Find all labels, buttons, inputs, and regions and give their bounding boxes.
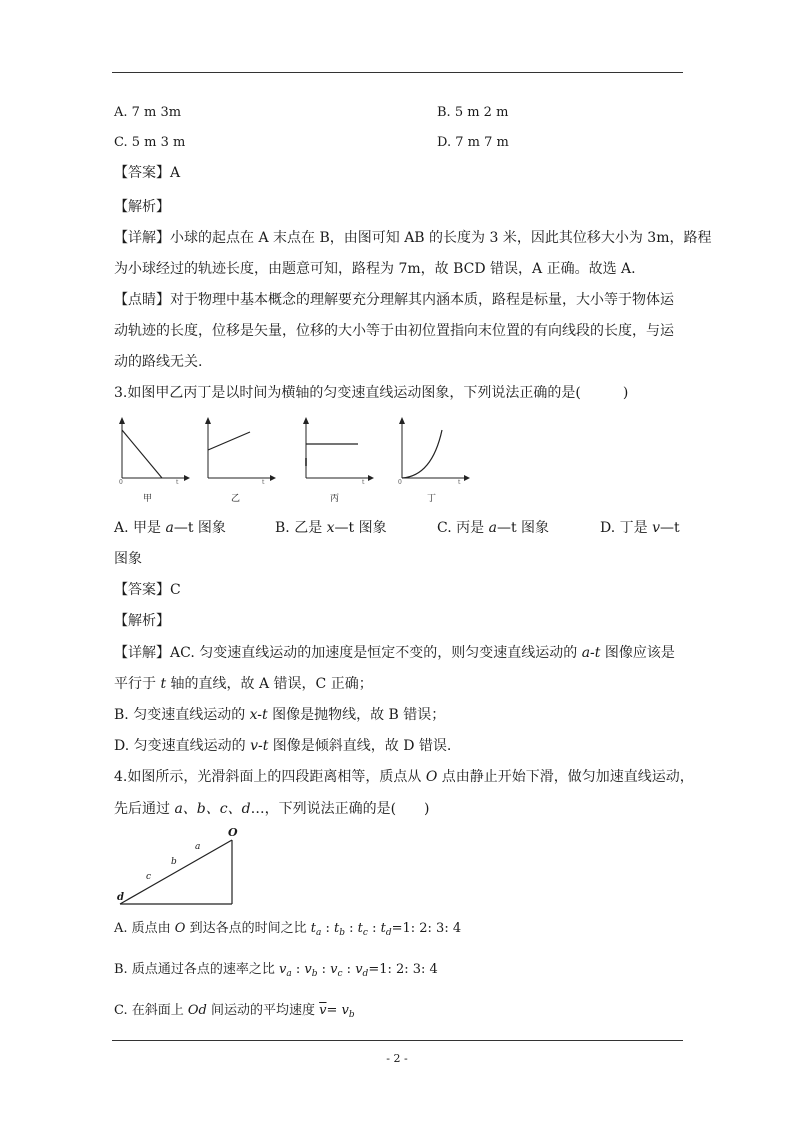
- q2-option-b: B. 5 m 2 m: [437, 105, 509, 120]
- q3-option-d: D. 丁是 v—t: [600, 520, 680, 536]
- q4-option-c: C. 在斜面上 Od 间运动的平均速度 $\overline{v}= v_b$: [114, 1003, 355, 1020]
- q2-option-a: A. 7 m 3m: [114, 105, 182, 120]
- q3-option-a: A. 甲是 a—t 图象: [114, 520, 226, 536]
- graph-yi-t: t: [262, 479, 265, 486]
- q3-detail-line-1: 【详解】AC. 匀变速直线运动的加速度是恒定不变的，则匀变速直线运动的 a-t 图像应该是: [114, 645, 675, 661]
- tip-tag: 【点睛】: [114, 292, 170, 308]
- incline-label-o: O: [228, 826, 238, 839]
- graph-bing-t: t: [362, 479, 365, 486]
- graph-jia-origin: 0: [119, 479, 123, 486]
- header-rule: [112, 72, 683, 73]
- answer-tag: 【答案】: [114, 165, 170, 181]
- q3-option-d-wrap: 图象: [114, 551, 142, 567]
- q4-option-a: A. 质点由 O 到达各点的时间之比 $t_a$ : $t_b$ : $t_c$ : $t_d=1$: 2: 3: 4: [114, 921, 462, 938]
- graph-yi-label: 乙: [231, 494, 241, 504]
- q4-stem-line-2: 先后通过 a、b、c、d…，下列说法正确的是( ): [114, 801, 430, 817]
- q2-answer: [114, 164, 180, 182]
- q3-detail-line-4: D. 匀变速直线运动的 v-t 图像是倾斜直线，故 D 错误.: [114, 738, 452, 754]
- graph-jia-t: t: [176, 479, 179, 486]
- q3-option-b: B. 乙是 x—t 图象: [275, 520, 387, 536]
- q2-tip-line-1: [114, 291, 674, 309]
- q4-option-b: B. 质点通过各点的速率之比 $v_a$ : $v_b$ : $v_c$ : $v_d=1$: 2: 3: 4: [114, 962, 438, 979]
- detail-tag: 【详解】: [114, 230, 170, 246]
- graph-ding-t: t: [458, 479, 461, 486]
- q3-detail-line-3: B. 匀变速直线运动的 x-t 图像是抛物线，故 B 错误；: [114, 707, 446, 723]
- q3-answer: 【答案】C: [114, 582, 181, 598]
- q2-detail-line-2: 为小球经过的轨迹长度，由题意可知，路程为 7m，故 BCD 错误，A 正确。故选 A.: [114, 261, 636, 277]
- incline-label-c: c: [146, 872, 152, 882]
- q2-tip-line-2: 动轨迹的长度，位移是矢量，位移的大小等于由初位置指向末位置的有向线段的长度，与运: [114, 323, 674, 339]
- page-number: - 2 -: [386, 1052, 408, 1065]
- q3-analysis-tag: 【解析】: [114, 613, 170, 629]
- detail-text: 小球的起点在 A 末点在 B，由图可知 AB 的长度为 3 米，因此其位移大小为 3m，路程: [170, 230, 712, 246]
- graph-bing-label: 丙: [330, 494, 340, 504]
- q3-option-c: C. 丙是 a—t 图象: [437, 520, 550, 536]
- incline-figure: [112, 822, 242, 908]
- q2-tip-line-3: 动的路线无关.: [114, 354, 203, 370]
- q2-option-c: C. 5 m 3 m: [114, 135, 186, 150]
- incline-label-b: b: [171, 857, 177, 867]
- graph-ding-label: 丁: [427, 494, 437, 504]
- q3-detail-line-2: 平行于 t 轴的直线，故 A 错误，C 正确；: [114, 676, 373, 692]
- answer-value: A: [170, 165, 181, 181]
- incline-label-a: a: [195, 842, 201, 852]
- q3-stem: 3.如图甲乙丙丁是以时间为横轴的匀变速直线运动图象，下列说法正确的是( ): [114, 385, 629, 401]
- graph-ding-origin: 0: [398, 479, 402, 486]
- graph-jia: [112, 416, 192, 494]
- graph-jia-label: 甲: [143, 494, 153, 504]
- q2-option-d: D. 7 m 7 m: [437, 135, 509, 150]
- tip-text: 对于物理中基本概念的理解要充分理解其内涵本质，路程是标量，大小等于物体运: [170, 292, 674, 308]
- q4-stem-line-1: 4.如图所示，光滑斜面上的四段距离相等，质点从 O 点由静止开始下滑，做匀加速直线运动，: [114, 769, 694, 785]
- q2-analysis-tag: 【解析】: [114, 199, 170, 215]
- incline-label-d: d: [117, 892, 124, 903]
- footer-rule: [112, 1040, 683, 1041]
- q2-detail-line-1: [114, 229, 712, 247]
- graph-yi: [198, 416, 278, 494]
